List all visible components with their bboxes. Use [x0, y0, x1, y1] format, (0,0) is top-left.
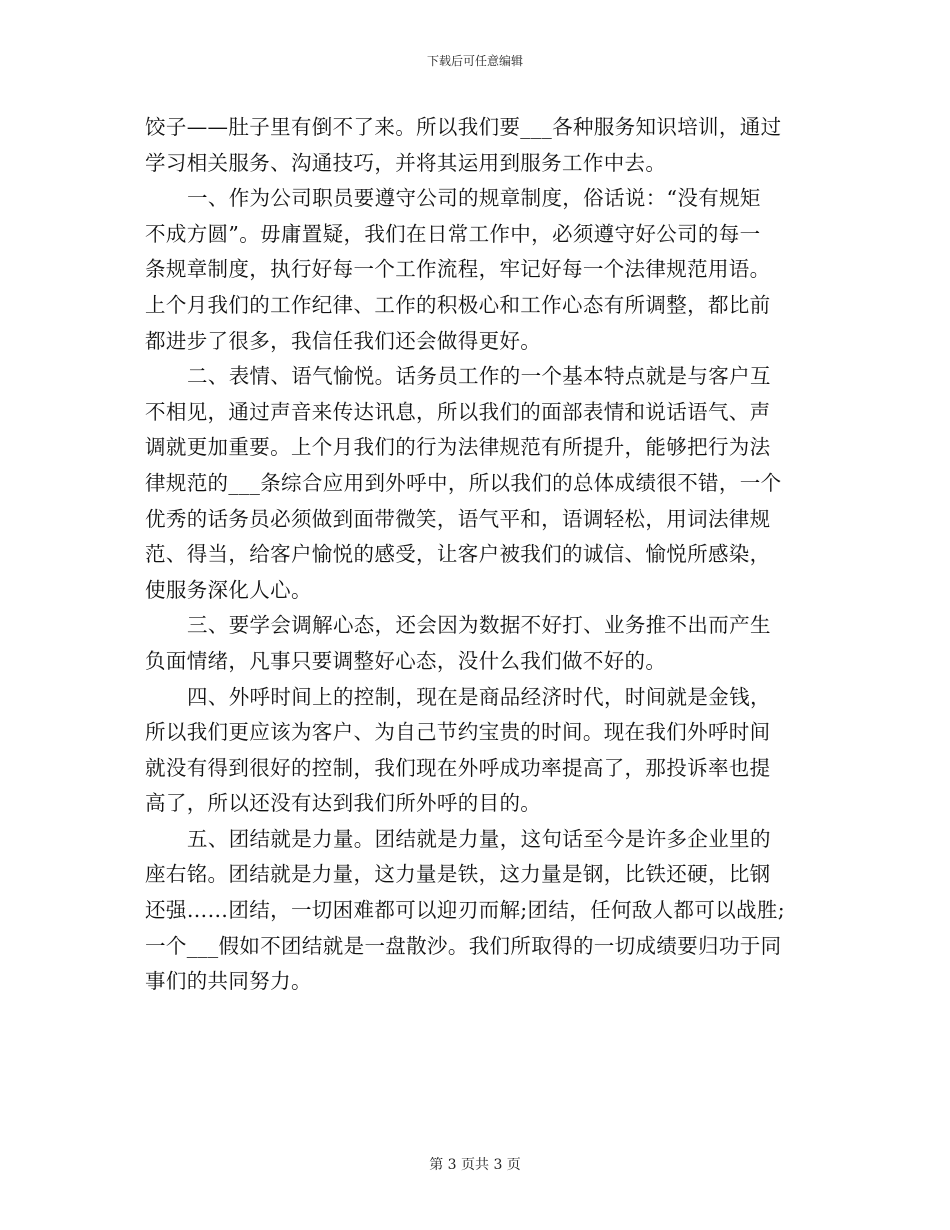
text-line: 座右铭。团结就是力量，这力量是铁，这力量是钢，比铁还硬，比钢 [145, 862, 771, 887]
text-line: 饺子——肚子里有倒不了来。所以我们要___各种服务知识培训，通过 [145, 115, 782, 139]
text-line: 还强……团结，一切困难都可以迎刃而解;团结，任何敌人都可以战胜; [145, 898, 786, 923]
text-line: 所以我们更应该为客户、为自己节约宝贵的时间。现在我们外呼时间 [145, 720, 771, 745]
document-body [145, 110, 811, 1000]
text-line: 学习相关服务、沟通技巧，并将其运用到服务工作中去。 [145, 150, 667, 175]
paragraph-start-line: 一、作为公司职员要遵守公司的规章制度，俗话说：“没有规矩 [187, 186, 761, 211]
text-line: 不相见，通过声音来传达讯息，所以我们的面部表情和说话语气、声 [145, 399, 771, 424]
text-line: 范、得当，给客户愉悦的感受，让客户被我们的诚信、愉悦所感染， [145, 542, 771, 567]
paragraph-start-line: 三、要学会调解心态，还会因为数据不好打、业务推不出而产生 [187, 613, 771, 638]
text-line: 事们的共同努力。 [145, 969, 312, 994]
text-line: 就没有得到很好的控制，我们现在外呼成功率提高了，那投诉率也提 [145, 755, 771, 780]
text-line: 上个月我们的工作纪律、工作的积极心和工作心态有所调整，都比前 [145, 292, 771, 317]
paragraph-start-line: 四、外呼时间上的控制，现在是商品经济时代，时间就是金钱， [187, 684, 771, 709]
text-line: 高了，所以还没有达到我们所外呼的目的。 [145, 791, 542, 816]
page-number-footer: 第 3 页共 3 页 [429, 1157, 521, 1173]
text-line: 调就更加重要。上个月我们的行为法律规范有所提升，能够把行为法 [145, 435, 771, 460]
text-line: 不成方圆”。毋庸置疑，我们在日常工作中，必须遵守好公司的每一 [145, 221, 761, 246]
text-line: 都进步了很多，我信任我们还会做得更好。 [145, 328, 542, 353]
text-line: 条规章制度，执行好每一个工作流程，牢记好每一个法律规范用语。 [145, 257, 771, 282]
page-header: 下载后可任意编辑 [426, 54, 523, 68]
text-line: 一个___假如不团结就是一盘散沙。我们所取得的一切成绩要归功于同 [145, 933, 782, 958]
paragraph-start-line: 五、团结就是力量。团结就是力量，这句话至今是许多企业里的 [187, 826, 771, 851]
text-line: 律规范的___条综合应用到外呼中，所以我们的总体成绩很不错，一个 [145, 470, 782, 495]
paragraph-start-line: 二、表情、语气愉悦。话务员工作的一个基本特点就是与客户互 [187, 364, 771, 389]
text-line: 负面情绪，凡事只要调整好心态，没什么我们做不好的。 [145, 648, 667, 673]
text-line: 使服务深化人心。 [145, 577, 312, 602]
text-line: 优秀的话务员必须做到面带微笑，语气平和，语调轻松，用词法律规 [145, 506, 771, 531]
